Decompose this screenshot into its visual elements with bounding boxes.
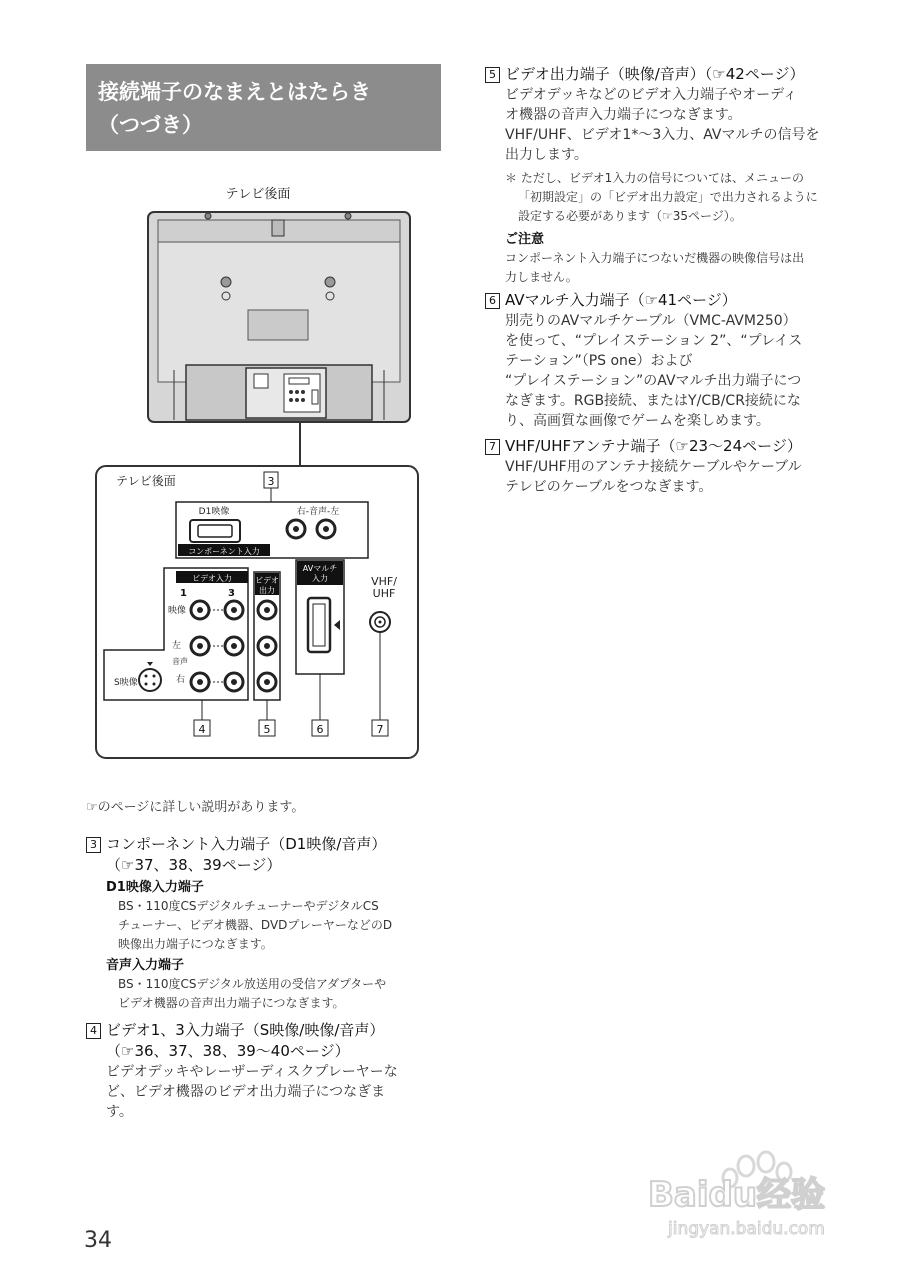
s-video-label: S映像 xyxy=(114,678,138,688)
section-title-banner xyxy=(86,64,441,151)
section-4-number: 4 xyxy=(86,1023,101,1039)
section-6-title: 6 AVマルチ入力端子（☞41ページ） xyxy=(485,290,885,311)
section-7 xyxy=(485,436,885,497)
video-in-1-label: 1 xyxy=(180,588,187,599)
callout-6-label: 6 xyxy=(316,723,324,736)
video-out-label-1: ビデオ xyxy=(255,576,279,585)
section-4-title: 4 ビデオ1、3入力端子（S映像/映像/音声） xyxy=(86,1020,446,1041)
section-6-line: り、高画質な画像でゲームを楽しめます。 xyxy=(505,413,770,429)
section-6-line: テーション”（PS one）および xyxy=(505,353,693,369)
onsei-label: 音声 xyxy=(172,657,188,666)
section-3-sub2: 音声入力端子 xyxy=(106,958,185,973)
tv-rear-panel-figure xyxy=(86,180,431,770)
section-3-sub2-line: ビデオ機器の音声出力端子につなぎます。 xyxy=(118,996,345,1010)
reference-note: ☞のページに詳しい説明があります。 xyxy=(86,800,305,815)
callout-7-label: 7 xyxy=(376,723,384,736)
video-out-label-2: 出力 xyxy=(259,586,275,595)
baidu-paw-icon xyxy=(648,1148,858,1248)
callout-4-label: 4 xyxy=(198,723,206,736)
section-title-line2: （つづき） xyxy=(98,113,203,137)
video-output-block xyxy=(254,572,280,700)
section-7-number: 7 xyxy=(485,439,500,455)
figure-top-caption: テレビ後面 xyxy=(225,187,291,202)
section-5-footnote: 「初期設定」の「ビデオ出力設定」で出力されるように xyxy=(518,190,818,204)
section-7-title: 7 VHF/UHFアンテナ端子（☞23〜24ページ） xyxy=(485,436,885,457)
d1-label: D1映像 xyxy=(198,507,230,517)
section-6-line: を使って、“プレイステーション 2”、“プレイス xyxy=(505,333,803,349)
section-6-number: 6 xyxy=(485,293,500,309)
section-5 xyxy=(485,64,885,287)
section-5-caution-line: コンポーネント入力端子につないだ機器の映像信号は出 xyxy=(505,251,805,265)
section-5-line: VHF/UHF、ビデオ1*〜3入力、AVマルチの信号を xyxy=(505,127,820,143)
section-3-number: 3 xyxy=(86,837,101,853)
section-3-sub1-line: チューナー、ビデオ機器、DVDプレーヤーなどのD xyxy=(118,918,393,932)
section-3-ref: （☞37、38、39ページ） xyxy=(106,856,282,874)
uhf-label: UHF xyxy=(372,587,396,600)
section-3 xyxy=(86,834,446,1013)
section-6-line: なぎます。RGB接続、またはY/CB/CR接続にな xyxy=(505,393,801,409)
av-multi-block xyxy=(296,560,344,674)
watermark-url: jingyan.baidu.com xyxy=(668,1219,825,1239)
section-5-footnote: 設定する必要があります（☞35ページ）。 xyxy=(518,209,742,223)
section-6-line: 別売りのAVマルチケーブル（VMC-AVM250） xyxy=(505,313,797,329)
tv-back-illustration xyxy=(148,212,410,422)
detail-caption: テレビ後面 xyxy=(116,474,176,488)
section-5-footnote: ＊ ただし、ビデオ1入力の信号については、メニューの xyxy=(505,171,804,185)
section-5-line: ビデオデッキなどのビデオ入力端子やオーディ xyxy=(505,87,798,103)
section-5-line: 出力します。 xyxy=(505,147,588,163)
vhf-label: VHF/ xyxy=(371,575,397,588)
left-label: 左 xyxy=(172,641,182,651)
section-4 xyxy=(86,1020,446,1122)
section-5-caution-line: 力しません。 xyxy=(505,270,578,284)
section-7-line: VHF/UHF用のアンテナ接続ケーブルやケーブル xyxy=(505,459,802,475)
av-multi-label-2: 入力 xyxy=(312,574,328,583)
section-3-sub2-line: BS・110度CSデジタル放送用の受信アダプターや xyxy=(118,977,387,991)
section-5-title: 5 ビデオ出力端子（映像/音声）（☞42ページ） xyxy=(485,64,885,85)
section-3-sub1-line: 映像出力端子につなぎます。 xyxy=(118,937,273,951)
section-6-line: “プレイステーション”のAVマルチ出力端子につ xyxy=(505,373,802,389)
section-5-caution-title: ご注意 xyxy=(505,232,545,247)
component-input-block xyxy=(176,502,368,558)
section-5-line: オ機器の音声入力端子につなぎます。 xyxy=(505,107,742,123)
video-in-3-label: 3 xyxy=(228,588,235,599)
section-title-line1: 接続端子のなまえとはたらき xyxy=(98,80,371,104)
section-4-line: ビデオデッキやレーザーディスクプレーヤーな xyxy=(106,1064,398,1080)
callout-5-label: 5 xyxy=(263,723,271,736)
section-4-line: ど、ビデオ機器のビデオ出力端子につなぎま xyxy=(106,1084,386,1100)
baidu-watermark xyxy=(648,1148,858,1248)
section-3-sub1-line: BS・110度CSデジタルチューナーやデジタルCS xyxy=(118,899,379,913)
right-label: 右 xyxy=(176,675,186,685)
section-4-ref: （☞36、37、38、39〜40ページ） xyxy=(106,1042,350,1060)
section-6 xyxy=(485,290,885,431)
av-multi-label-1: AVマルチ xyxy=(302,564,338,573)
video-in-label: ビデオ入力 xyxy=(192,574,232,583)
component-label: コンポーネント入力 xyxy=(188,547,260,556)
watermark-logo: Baidu经验 xyxy=(648,1175,826,1215)
section-3-title: 3 コンポーネント入力端子（D1映像/音声） xyxy=(86,834,446,855)
section-3-sub1: D1映像入力端子 xyxy=(106,880,204,895)
section-4-line: す。 xyxy=(106,1104,133,1120)
section-7-line: テレビのケーブルをつなぎます。 xyxy=(505,479,713,495)
callout-3-label: 3 xyxy=(267,475,275,488)
eizo-label: 映像 xyxy=(168,606,187,616)
section-5-number: 5 xyxy=(485,67,500,83)
page-number: 34 xyxy=(84,1228,112,1253)
audio-rl-label: 右-音声-左 xyxy=(296,507,340,517)
